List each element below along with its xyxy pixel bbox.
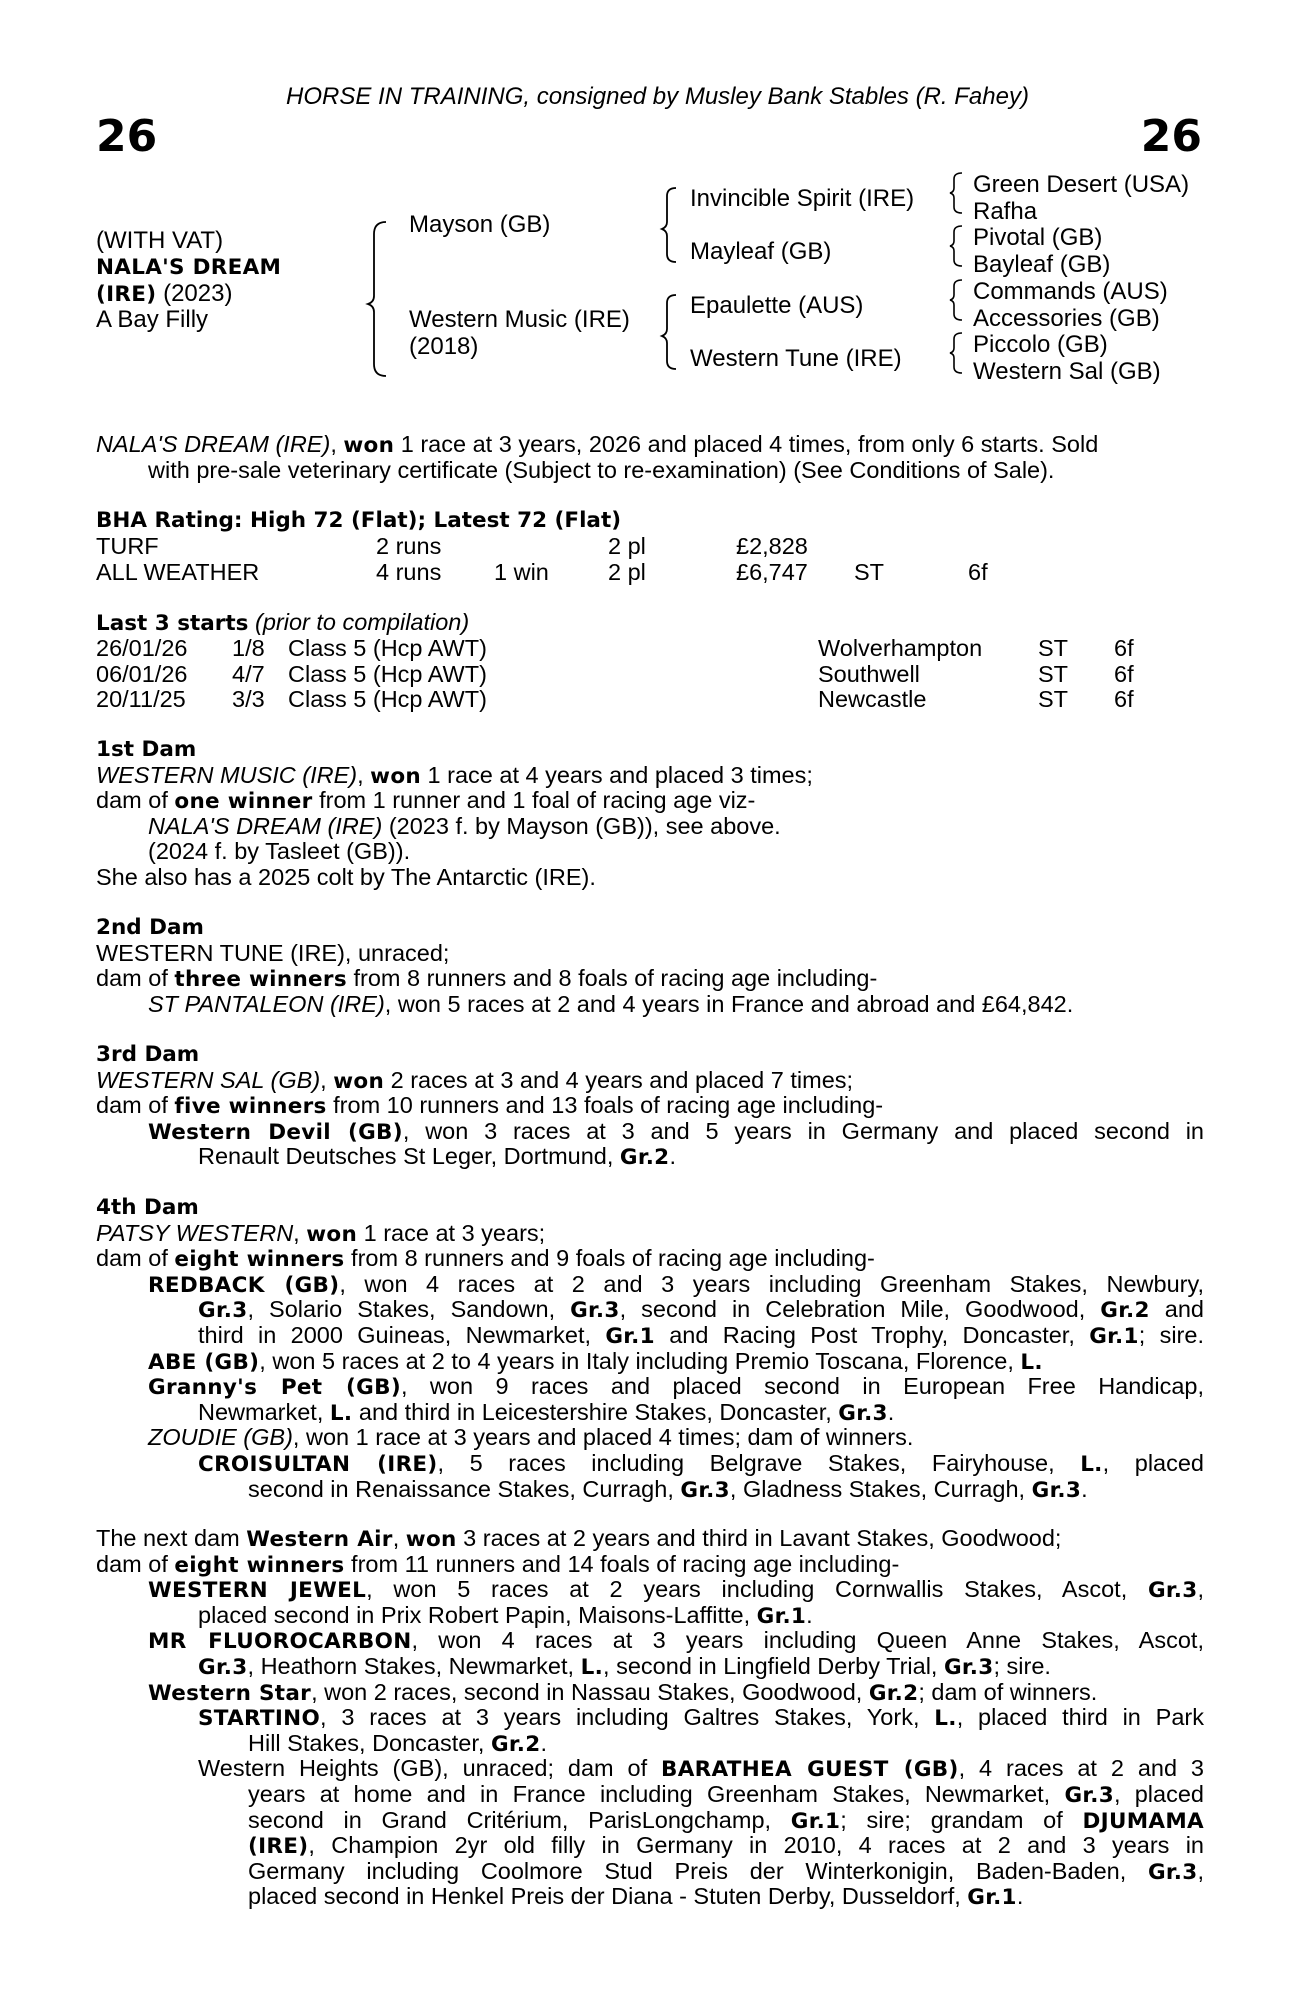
lot-number-right: 26 <box>1140 111 1202 162</box>
start-row: 26/01/26 1/8 Class 5 (Hcp AWT) Wolverhampton ST 6f <box>96 635 1134 661</box>
pedigree-gen3-item: Accessories (GB) <box>973 305 1160 332</box>
first-dam-section: 1st Dam WESTERN MUSIC (IRE), won 1 race at 4 years and placed 3 times; dam of one winner from 1 runner and 1 foal of racing age viz- NALA'S DREAM (IRE) (2023 f. by Mayson (GB)), see above. (2024 f. by Tasleet (GB)). She also has a 2025 colt by The Antarctic (IRE). <box>96 737 1204 891</box>
next-dam-section: The next dam Western Air, won 3 races at 2 years and third in Lavant Stakes, Goodwood; dam of eight winners from 11 runners and 14 foals of racing age including- WESTERN JEWEL, won 5 races at 2 years including Cornwallis Stakes, Ascot, Gr.3, placed second in Prix Robert Papin, Maisons-Laffitte, Gr.1. MR FLUOROCARBON, won 4 races at 3 years including Queen Anne Stakes, Ascot, Gr.3, Heathorn Stakes, Newmarket, L., second in Lingfield Derby Trial, Gr.3; sire. Western Star, won 2 races, second in Nassau Stakes, Goodwood, Gr.2; dam of winners. STARTINO, 3 races at 3 years including Galtres Stakes, York, L., placed third in Park Hill Stakes, Doncaster, Gr.2. Western Heights (GB), unraced; dam of BARATHEA GUEST (GB), 4 races at 2 and 3 years at home and in France including Greenham Stakes, Newmarket, Gr.3, placed second in Grand Critérium, ParisLongchamp, Gr.1; sire; grandam of DJUMAMA (IRE), Champion 2yr old filly in Germany in 2010, 4 races at 2 and 3 years in Germany including Coolmore Stud Preis der Winterkonigin, Baden-Baden, Gr.3, placed second in Henkel Preis der Diana - Stuten Derby, Dusseldorf, Gr.1. <box>96 1525 1204 1911</box>
pedigree-gen3-item: Green Desert (USA) <box>973 171 1190 198</box>
croisultan-entry: CROISULTAN (IRE), 5 races including Belgrave Stakes, Fairyhouse, L., placed <box>198 1449 1204 1477</box>
pedigree-gen3-item: Commands (AUS) <box>973 278 1168 305</box>
fourth-dam-heading: 4th Dam <box>96 1195 199 1220</box>
western-heights-entry: Western Heights (GB), unraced; dam of BARATHEA GUEST (GB), 4 races at 2 and 3 <box>198 1755 1204 1783</box>
dam-year: (2018) <box>409 333 479 360</box>
horse-description: A Bay Filly <box>96 306 209 333</box>
rating-row: TURF 2 runs 2 pl £2,828 <box>96 533 808 559</box>
pedigree-gen3-item: Bayleaf (GB) <box>973 251 1111 278</box>
dam-name: Western Music (IRE) <box>409 306 630 333</box>
western-jewel-entry: WESTERN JEWEL, won 5 races at 2 years including Cornwallis Stakes, Ascot, Gr.3, <box>148 1576 1204 1604</box>
sire-name: Mayson (GB) <box>409 211 551 238</box>
zoudie-entry: ZOUDIE (GB), won 1 race at 3 years and placed 4 times; dam of winners. <box>148 1424 914 1451</box>
fourth-dam-section: 4th Dam PATSY WESTERN, won 1 race at 3 years; dam of eight winners from 8 runners and 9 foals of racing age including- REDBACK (GB), won 4 races at 2 and 3 years including Greenham Stakes, Newbury, Gr.3, Solario Stakes, Sandown, Gr.3, second in Celebration Mile, Goodwood, Gr.2 and third in 2000 Guineas, Newmarket, Gr.1 and Racing Post Trophy, Doncaster, Gr.1; sire. ABE (GB), won 5 races at 2 to 4 years in Italy including Premio Toscana, Florence, L. Granny's Pet (GB), won 9 races and placed second in European Free Handicap, Newmarket, L. and third in Leicestershire Stakes, Doncaster, Gr.3. ZOUDIE (GB), won 1 race at 3 years and placed 4 times; dam of winners. CROISULTAN (IRE), 5 races including Belgrave Stakes, Fairyhouse, L., placed second in Renaissance Stakes, Curragh, Gr.3, Gladness Stakes, Curragh, Gr.3. <box>96 1195 1205 1503</box>
second-dam-section: 2nd Dam WESTERN TUNE (IRE), unraced; dam of three winners from 8 runners and 8 foals of racing age including- ST PANTALEON (IRE), won 5 races at 2 and 4 years in France and abroad and £64,842. <box>96 915 1204 1017</box>
pedigree-gen2-item: Invincible Spirit (IRE) <box>690 185 915 212</box>
vat-label: (WITH VAT) <box>96 227 224 254</box>
race-summary: NALA'S DREAM (IRE), won 1 race at 3 years, 2026 and placed 4 times, from only 6 starts. Sold with pre-sale veterinary certificate (Subject to re-examination) (See Conditions of Sale). <box>96 431 1099 483</box>
first-dam-heading: 1st Dam <box>96 737 197 762</box>
bha-rating <box>96 508 1204 534</box>
grannys-pet-entry: Granny's Pet (GB), won 9 races and placed second in European Free Handicap, <box>148 1373 1205 1401</box>
last-starts-table <box>96 636 1204 714</box>
lot-number-left: 26 <box>96 111 158 162</box>
abe-entry: ABE (GB), won 5 races at 2 to 4 years in Italy including Premio Toscana, Florence, L. <box>148 1347 1043 1375</box>
last-starts-title: Last 3 starts (prior to compilation) <box>96 609 470 636</box>
start-row: 06/01/26 4/7 Class 5 (Hcp AWT) Southwell ST 6f <box>96 660 1134 687</box>
pedigree-gen3-item: Piccolo (GB) <box>973 331 1108 358</box>
horse-origin-year: (IRE) (2023) <box>96 280 233 307</box>
pedigree-gen3-item: Rafha <box>973 198 1038 225</box>
rating-row: ALL WEATHER 4 runs 1 win 2 pl £6,747 ST 6f <box>96 558 988 585</box>
second-dam-heading: 2nd Dam <box>96 915 204 940</box>
pedigree-gen2-item: Western Tune (IRE) <box>690 345 902 372</box>
third-dam-section: 3rd Dam WESTERN SAL (GB), won 2 races at 3 and 4 years and placed 7 times; dam of five winners from 10 runners and 13 foals of racing age including- Western Devil (GB), won 3 races at 3 and 5 years in Germany and placed second in Renault Deutsches St Leger, Dortmund, Gr.2. <box>96 1042 1205 1171</box>
horse-name: NALA'S DREAM <box>96 255 282 280</box>
page-header-title: HORSE IN TRAINING, consigned by Musley Bank Stables (R. Fahey) <box>286 83 1029 110</box>
bha-rating-title: BHA Rating: High 72 (Flat); Latest 72 (Flat) <box>96 508 622 533</box>
pedigree-gen3-item: Pivotal (GB) <box>973 224 1103 251</box>
pedigree-gen2-item: Mayleaf (GB) <box>690 238 832 265</box>
third-dam-heading: 3rd Dam <box>96 1042 200 1067</box>
rating-table <box>96 534 1204 586</box>
western-star-entry: Western Star, won 2 races, second in Nassau Stakes, Goodwood, Gr.2; dam of winners. <box>148 1678 1098 1706</box>
pedigree-brackets <box>0 0 1315 400</box>
start-row: 20/11/25 3/3 Class 5 (Hcp AWT) Newcastle ST 6f <box>96 686 1134 713</box>
pedigree-gen3-item: Western Sal (GB) <box>973 358 1161 385</box>
mr-fluorocarbon-entry: MR FLUOROCARBON, won 4 races at 3 years including Queen Anne Stakes, Ascot, <box>148 1627 1204 1655</box>
pedigree-gen2-item: Epaulette (AUS) <box>690 292 864 319</box>
startino-entry: STARTINO, 3 races at 3 years including Galtres Stakes, York, L., placed third in Park <box>198 1704 1204 1732</box>
redback-entry: REDBACK (GB), won 4 races at 2 and 3 years including Greenham Stakes, Newbury, <box>148 1270 1205 1298</box>
